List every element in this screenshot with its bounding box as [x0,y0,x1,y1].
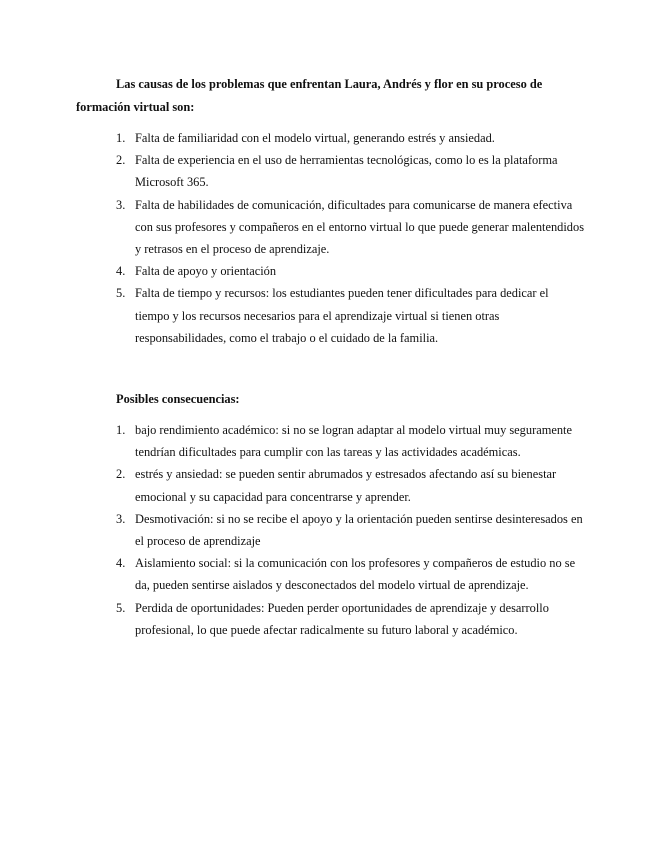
list-item-text: Falta de experiencia en el uso de herramientas tecnológicas, como lo es la plataforma Microsoft 365. [135,153,558,190]
list-item-text: Falta de apoyo y orientación [135,264,277,279]
list-item [116,597,586,641]
consequences-heading: Posibles consecuencias: [116,392,240,406]
list-item-text: Falta de tiempo y recursos: los estudiantes pueden tener dificultades para dedicar el tiempo y los recursos necesarios para el aprendizaje virtual si tienen otras responsabilidades, como el trabajo o el cuidado de la familia. [135,286,549,345]
list-item-number: 3. [116,511,126,526]
list-item-number: 4. [116,556,126,571]
list-item-number: 5. [116,286,126,301]
causes-list [116,127,586,349]
list-item-text: Falta de familiaridad con el modelo virtual, generando estrés y ansiedad. [135,131,495,145]
list-item-number: 1. [116,131,126,145]
list-item-number: 2. [116,153,126,168]
list-item-text: Falta de habilidades de comunicación, dificultades para comunicarse de manera efectiva con sus profesores y compañeros en el entorno virtual lo que puede generar malentendidos y retrasos en el proceso de aprendizaje. [135,197,585,257]
list-item [116,508,586,552]
list-item-number: 5. [116,600,126,615]
list-item [116,552,586,596]
consequences-list [116,419,586,641]
list-item-text: Aislamiento social: si la comunicación con los profesores y compañeros de estudio no se da, pueden sentirse aislados y desconectados del modelo virtual de aprendizaje. [135,556,576,593]
list-item [116,149,586,193]
list-item-number: 1. [116,423,126,437]
list-item [116,260,586,282]
list-item-text: Desmotivación: si no se recibe el apoyo y la orientación pueden sentirse desinteresados en el proceso de aprendizaje [135,511,583,549]
list-item-number: 3. [116,197,126,212]
list-item [116,419,586,463]
list-item [116,127,586,149]
list-item [116,282,586,349]
causes-heading: Las causas de los problemas que enfrentan Laura, Andrés y flor en su proceso de formación virtual son: [76,77,543,114]
list-item-number: 2. [116,467,126,482]
list-item-text: Perdida de oportunidades: Pueden perder oportunidades de aprendizaje y desarrollo profesional, lo que puede afectar radicalmente su futuro laboral y académico. [135,600,549,637]
list-item-number: 4. [116,264,126,279]
list-item [116,194,586,261]
list-item-text: bajo rendimiento académico: si no se logran adaptar al modelo virtual muy seguramente tendrían dificultades para cumplir con las tareas y las actividades académicas. [135,423,572,460]
list-item-text: estrés y ansiedad: se pueden sentir abrumados y estresados afectando así su bienestar emocional y su capacidad para concentrarse y aprender. [135,467,557,504]
list-item [116,463,586,507]
